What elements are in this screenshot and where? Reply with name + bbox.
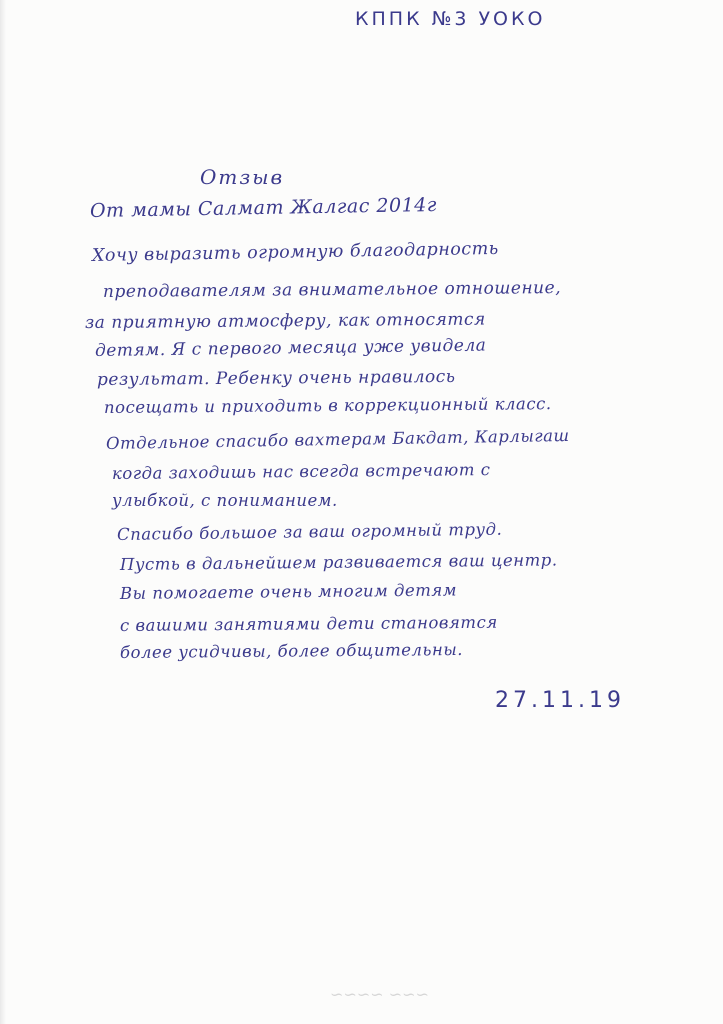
- text-line: Пусть в дальнейшем развивается ваш центр.: [119, 550, 558, 574]
- document-header: КППК №3 УОКО: [355, 8, 546, 30]
- text-line: Вы помогаете очень многим детям: [119, 580, 458, 603]
- text-line: Хочу выразить огромную благодарность: [91, 238, 499, 266]
- document-date: 27.11.19: [495, 688, 625, 713]
- text-line: детям. Я с первого месяца уже увидела: [94, 335, 487, 361]
- text-line: Отдельное спасибо вахтерам Бакдат, Карлыгаш: [105, 425, 570, 453]
- document-title: Отзыв: [200, 165, 285, 189]
- text-line: более усидчивы, более общительны.: [119, 640, 464, 662]
- text-line: с вашими занятиями дети становятся: [119, 612, 498, 635]
- text-line: когда заходишь нас всегда встречают с: [111, 460, 491, 483]
- text-line: улыбкой, с пониманием.: [112, 491, 338, 510]
- text-line: за приятную атмосферу, как относятся: [84, 309, 486, 333]
- text-line: От мамы Салмат Жалгас 2014г: [89, 193, 438, 222]
- reverse-side-bleed-through: ~~~ ~~~~: [330, 985, 429, 1004]
- text-line: Спасибо большое за ваш огромный труд.: [116, 519, 503, 544]
- page-edge-shadow: [0, 0, 6, 1024]
- text-line: преподавателям за внимательное отношение,: [102, 278, 562, 302]
- text-line: результат. Ребенку очень нравилось: [96, 366, 456, 390]
- text-line: посещать и приходить в коррекционный класс.: [103, 394, 552, 417]
